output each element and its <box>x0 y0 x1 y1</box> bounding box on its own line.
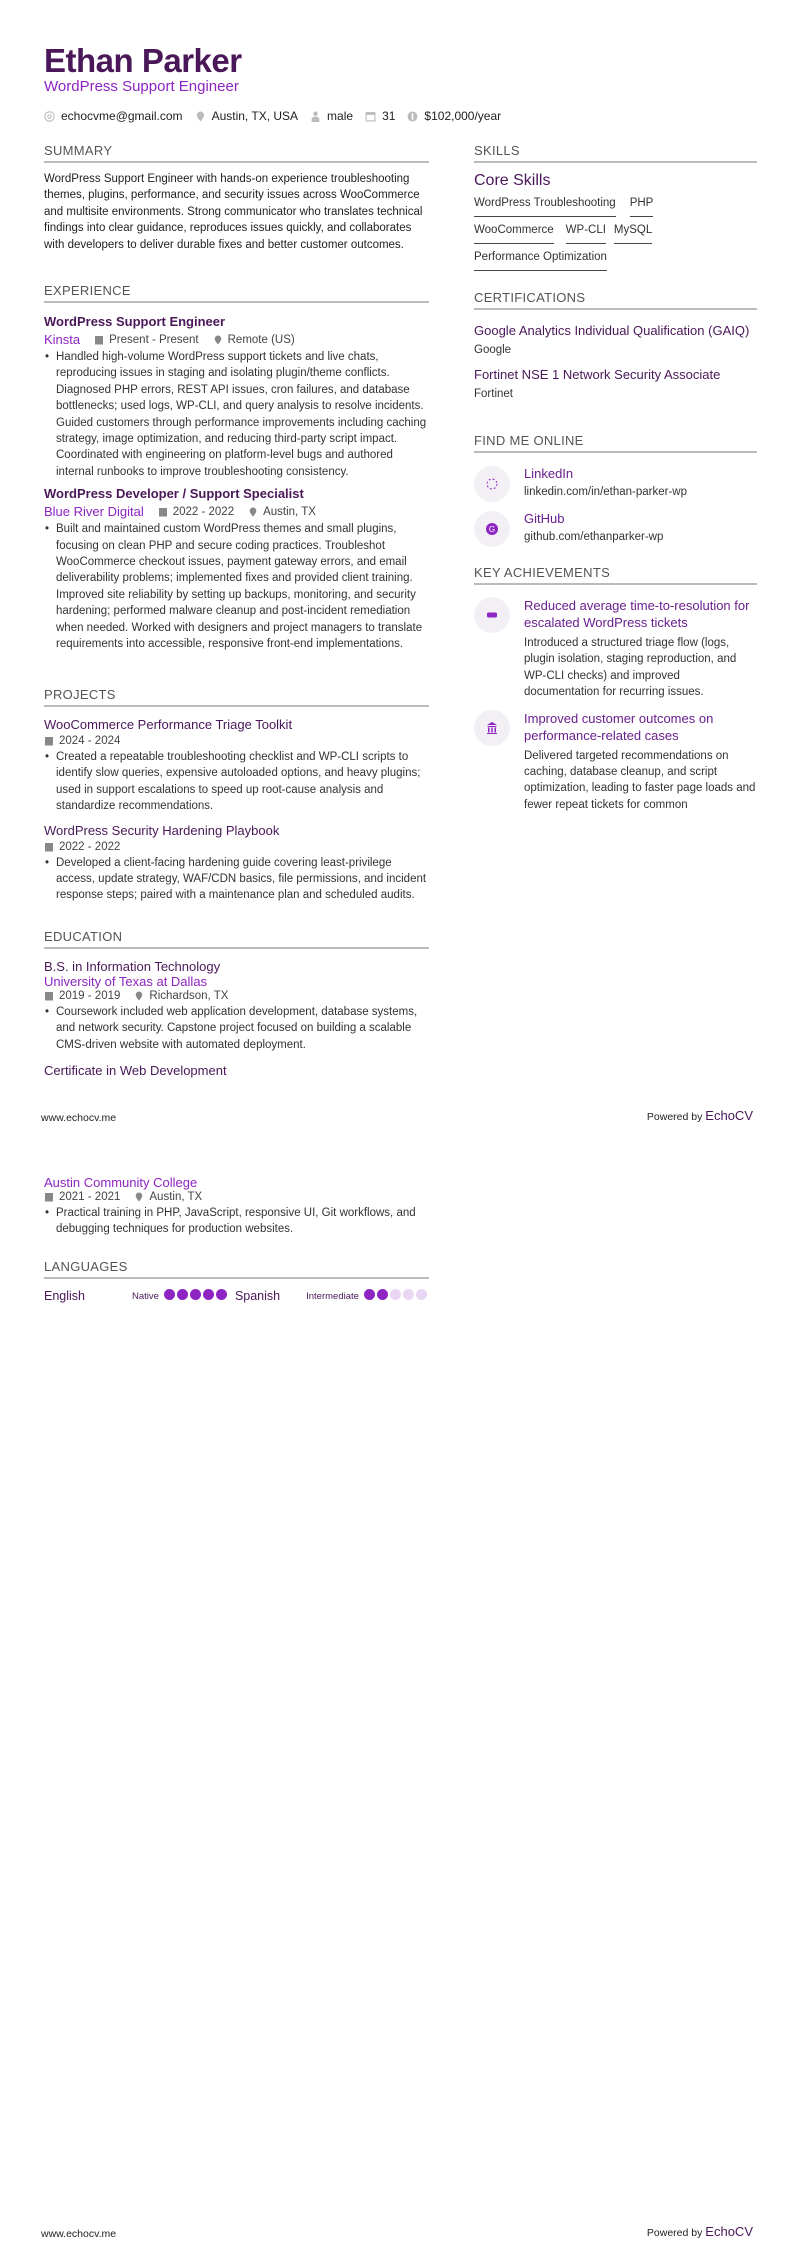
contact-email <box>44 109 183 123</box>
section-heading: EXPERIENCE <box>44 283 429 303</box>
location: Austin, TX <box>263 505 316 518</box>
money-icon <box>407 111 418 122</box>
email-text: echocvme@gmail.com <box>61 109 183 123</box>
achievement-item <box>474 710 757 814</box>
job-title: WordPress Support Engineer <box>44 78 239 95</box>
section-heading: PROJECTS <box>44 687 429 707</box>
skill-tag: WordPress Troubleshooting <box>474 194 616 217</box>
dot-filled <box>216 1289 227 1300</box>
powered-label: Powered by <box>646 1111 703 1123</box>
education-item <box>44 959 429 1053</box>
education-item-continued <box>44 1175 429 1238</box>
svg-text:G: G <box>488 525 496 534</box>
skill-tag: MySQL <box>614 221 652 244</box>
linkedin-icon <box>474 466 510 502</box>
achievement-title: Improved customer outcomes on performance-related cases <box>524 710 714 743</box>
brand-logo: EchoCV <box>705 1108 753 1123</box>
bullet: • Built and maintained custom WordPress themes and small plugins, focusing on clean PHP and secure coding practices. Troubleshot WooCommerce checkout issues, payment gateway errors, and email deliverability problems; implemented fixes and provided client training. Improved site reliability by setting up backups, monitoring, and security hardening; performed malware cleanup and post-incident remediation when needed. Worked with designers and project managers to translate requirements into accessible, responsive front-end implementations. <box>44 521 429 652</box>
dates: 2022 - 2022 <box>59 840 121 853</box>
certification-issuer: Google <box>474 344 512 356</box>
language-dots <box>364 1289 429 1303</box>
footer-site[interactable]: www.echocv.me <box>41 2228 117 2240</box>
dot-filled <box>177 1289 188 1300</box>
skill-tag: WP-CLI <box>566 221 606 244</box>
online-link-linkedin[interactable] <box>474 466 757 502</box>
calendar-icon <box>44 991 54 1001</box>
dates: 2019 - 2019 <box>59 990 121 1002</box>
bullet: • Created a repeatable troubleshooting checklist and WP-CLI scripts to identify slow queries, expensive autoloaded options, and heavy plugins; used in support escalations to speed up root-cause analysis and standardize recommendations. <box>44 749 429 815</box>
pin-icon <box>195 111 206 122</box>
contact-age <box>365 109 395 123</box>
achievement-title: Reduced average time-to-resolution for escalated WordPress tickets <box>524 598 750 630</box>
dot-filled <box>364 1289 375 1300</box>
language-level: Intermediate <box>306 1290 359 1302</box>
calendar-icon <box>94 335 104 345</box>
degree: Certificate in Web Development <box>44 1063 227 1079</box>
github-icon <box>474 511 510 547</box>
certification-name: Fortinet NSE 1 Network Security Associate <box>474 367 721 382</box>
online-link-github[interactable] <box>474 511 757 547</box>
language-dots <box>164 1289 229 1303</box>
dot-filled <box>203 1289 214 1300</box>
pin-icon <box>248 507 258 517</box>
dates: 2021 - 2021 <box>59 1191 121 1203</box>
section-heading: LANGUAGES <box>44 1259 429 1279</box>
summary-text: WordPress Support Engineer with hands-on experience troubleshooting themes, plugins, performance, and security issues across WooCommerce and multisite environments. Strong communicator who translates technical findings into clear guidance, reproduces issues quickly, and collaborates with developers to deliver durable fixes and better customer outcomes. <box>44 173 423 251</box>
position-title: WordPress Developer / Support Specialist <box>44 486 304 502</box>
position-title: WordPress Support Engineer <box>44 314 226 329</box>
skill-tag: WooCommerce <box>474 221 554 244</box>
section-heading: KEY ACHIEVEMENTS <box>474 565 757 585</box>
summary-section <box>44 143 429 253</box>
section-heading: SKILLS <box>474 143 757 163</box>
pin-icon <box>213 335 223 345</box>
dates: 2022 - 2022 <box>172 505 235 518</box>
location: Richardson, TX <box>149 990 229 1002</box>
project-item <box>44 717 429 815</box>
location: Austin, TX <box>149 1191 203 1203</box>
bullet: • Coursework included web application development, database systems, and network security. Capstone project focused on building a scalable CMS-driven website with automated deployment. <box>44 1004 429 1053</box>
dot-filled <box>377 1289 388 1300</box>
brand-logo: EchoCV <box>705 2224 753 2239</box>
certification-issuer: Fortinet <box>474 388 513 400</box>
experience-item <box>44 314 429 480</box>
location-text: Austin, TX, USA <box>211 109 299 123</box>
company-name: Blue River Digital <box>44 504 144 520</box>
dot-empty <box>390 1289 401 1300</box>
powered-label: Powered by <box>646 2227 703 2239</box>
link-name: LinkedIn <box>524 466 574 481</box>
project-item <box>44 823 429 904</box>
school-name: University of Texas at Dallas <box>44 974 208 989</box>
bullet: • Handled high-volume WordPress support tickets and live chats, reproducing issues in staging and isolating plugin/theme conflicts. Diagnosed PHP errors, REST API issues, cron failures, and database bottlenecks; used logs, WP-CLI, and query analysis to resolve incidents. Guided customers through performance improvements including caching strategy, image optimization, and reducing third-party script impact. Coordinated with engineering on platform-level bugs and authored internal runbooks to improve troubleshooting consistency. <box>44 349 429 480</box>
location: Remote (US) <box>227 333 295 346</box>
contact-salary <box>407 109 501 123</box>
language-level: Native <box>132 1290 159 1302</box>
section-heading: CERTIFICATIONS <box>474 290 757 310</box>
achievement-desc: Delivered targeted recommendations on caching, database cleanup, and script optimization, leading to faster page loads and fewer repeat tickets for common <box>524 749 756 811</box>
project-title: WordPress Security Hardening Playbook <box>44 822 280 838</box>
bank-icon <box>474 710 510 746</box>
experience-section <box>44 283 429 653</box>
contact-location <box>195 109 298 123</box>
footer-powered <box>647 1108 753 1123</box>
degree: B.S. in Information Technology <box>44 959 221 974</box>
section-heading: SUMMARY <box>44 143 429 163</box>
languages-section <box>44 1259 429 1303</box>
gender-text: male <box>327 109 354 123</box>
dates: 2024 - 2024 <box>59 735 121 747</box>
salary-text: $102,000/year <box>424 109 502 123</box>
language-name: English <box>44 1289 85 1303</box>
contact-row <box>44 109 501 123</box>
at-icon <box>44 111 55 122</box>
online-section <box>474 433 757 547</box>
battery-icon <box>474 597 510 633</box>
skill-group-title: Core Skills <box>474 172 551 189</box>
certification-name: Google Analytics Individual Qualification (GAIQ) <box>474 323 750 338</box>
contact-gender <box>310 109 353 123</box>
bullet: • Practical training in PHP, JavaScript, responsive UI, Git workflows, and debugging techniques for production websites. <box>44 1205 429 1238</box>
bullet: • Developed a client-facing hardening guide covering least-privilege access, update strategy, WAF/CDN basics, file permissions, and incident response steps; paired with a maintenance plan and scheduled audits. <box>44 855 429 904</box>
calendar-icon <box>44 1192 54 1202</box>
dot-empty <box>403 1289 414 1300</box>
achievements-section <box>474 565 757 813</box>
person-icon <box>310 111 321 122</box>
language-name: Spanish <box>234 1289 281 1303</box>
calendar-icon <box>365 111 376 122</box>
certifications-section <box>474 290 757 400</box>
candidate-name: Ethan Parker <box>44 42 242 79</box>
dot-filled <box>164 1289 175 1300</box>
footer-powered <box>647 2224 753 2239</box>
age-text: 31 <box>382 109 396 123</box>
school-name: Austin Community College <box>44 1175 198 1190</box>
calendar-icon <box>44 842 54 852</box>
projects-section <box>44 687 429 904</box>
project-title: WooCommerce Performance Triage Toolkit <box>44 717 293 732</box>
experience-item <box>44 486 429 652</box>
section-heading: FIND ME ONLINE <box>474 433 757 453</box>
skills-section <box>474 143 757 275</box>
company-name: Kinsta <box>44 332 81 347</box>
skill-tag: Performance Optimization <box>474 248 607 271</box>
languages-row <box>44 1289 429 1303</box>
link-name: GitHub <box>524 511 565 526</box>
pin-icon <box>134 991 144 1001</box>
skill-tag: PHP <box>630 194 654 217</box>
education-section <box>44 929 429 1078</box>
achievement-item <box>474 597 757 701</box>
calendar-icon <box>158 507 168 517</box>
achievement-desc: Introduced a structured triage flow (logs, plugin isolation, staging reproduction, and WP-CLI checks) and improved documentation for recurring issues. <box>524 637 737 699</box>
link-url[interactable]: linkedin.com/in/ethan-parker-wp <box>524 486 687 498</box>
dot-empty <box>416 1289 427 1300</box>
pin-icon <box>134 1192 144 1202</box>
link-url[interactable]: github.com/ethanparker-wp <box>524 531 664 543</box>
dot-filled <box>190 1289 201 1300</box>
footer-site[interactable]: www.echocv.me <box>41 1112 117 1124</box>
dates: Present - Present <box>109 333 199 346</box>
section-heading: EDUCATION <box>44 929 429 949</box>
calendar-icon <box>44 736 54 746</box>
